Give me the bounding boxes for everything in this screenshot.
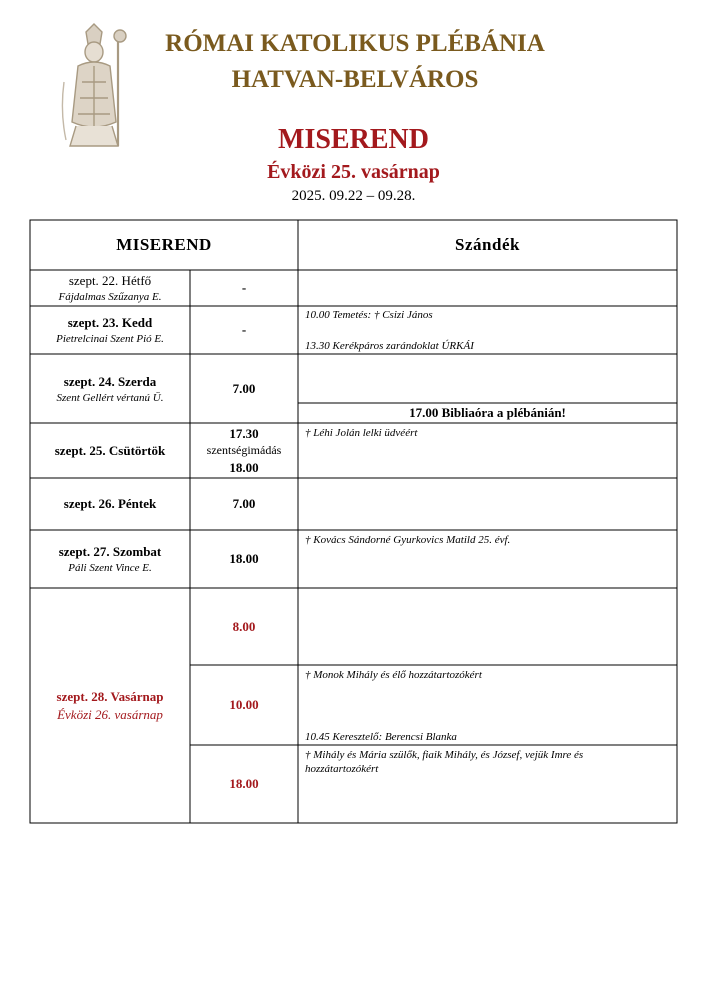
mass-time: 18.00	[229, 551, 259, 566]
column-header-intention: Szándék	[455, 235, 520, 254]
intention-text: 10.00 Temetés: † Csizi János	[305, 309, 433, 321]
mass-time: 7.00	[232, 496, 256, 511]
mass-time: 8.00	[232, 618, 256, 634]
feast-label: Páli Szent Vince E.	[68, 562, 152, 574]
day-label: szept. 25. Csütörtök	[54, 442, 166, 458]
feast-label: Fájdalmas Szűzanya E.	[58, 291, 162, 303]
intention-text: 10.45 Keresztelő: Berencsi Blanka	[305, 731, 457, 743]
day-label: szept. 23. Kedd	[67, 315, 153, 330]
page-title: MISEREND	[278, 124, 429, 155]
feast-label: Szent Gellért vértanú Ü.	[56, 391, 164, 404]
intention-text: 13.30 Kerékpáros zarándoklat ÚRKÁI	[305, 340, 474, 352]
column-header-schedule: MISEREND	[116, 235, 212, 254]
mass-time: 17.30	[229, 426, 259, 441]
bible-study-notice: 17.00 Bibliaóra a plébánián!	[409, 405, 566, 420]
mass-time-cell	[190, 423, 298, 478]
intention-text: † Mihály és Mária szülők, fiaik Mihály, és József, vejük Imre és hozzátartozókért	[305, 749, 584, 775]
day-cell-monday	[30, 270, 190, 306]
mass-time: 18.00	[229, 776, 259, 791]
mass-time: 10.00	[229, 697, 259, 712]
day-cell-wednesday	[30, 354, 190, 423]
day-cell-thursday	[30, 423, 190, 478]
day-label: szept. 28. Vasárnap	[56, 688, 164, 704]
mass-time: -	[241, 280, 247, 295]
day-label: szept. 27. Szombat	[58, 544, 162, 559]
feast-label: Pietrelcinai Szent Pió E.	[56, 333, 164, 345]
day-cell-friday	[30, 478, 190, 530]
day-cell-tuesday	[30, 306, 190, 354]
page-subtitle: Évközi 25. vasárnap	[267, 161, 440, 183]
intention-text: † Monok Mihály és élő hozzátartozókért	[305, 669, 482, 681]
mass-time: 18.00	[229, 460, 259, 475]
day-label: szept. 26. Péntek	[63, 496, 157, 511]
intention-text: † Léhi Jolán lelki üdvéért	[305, 427, 418, 439]
parish-name-line2: HATVAN-BELVÁROS	[231, 66, 479, 93]
mass-time: -	[241, 322, 247, 337]
day-cell-saturday	[30, 530, 190, 588]
intention-text: † Kovács Sándorné Gyurkovics Matild 25. évf.	[305, 534, 511, 546]
day-label: szept. 24. Szerda	[63, 373, 157, 389]
day-label: szept. 22. Hétfő	[68, 273, 152, 288]
feast-label: Évközi 26. vasárnap	[57, 706, 163, 722]
day-cell-sunday	[30, 588, 190, 823]
date-range: 2025. 09.22 – 09.28.	[291, 188, 416, 204]
parish-name-line1: RÓMAI KATOLIKUS PLÉBÁNIA	[165, 30, 545, 57]
mass-time: 7.00	[232, 380, 256, 396]
adoration-label: szentségimádás	[206, 443, 282, 457]
